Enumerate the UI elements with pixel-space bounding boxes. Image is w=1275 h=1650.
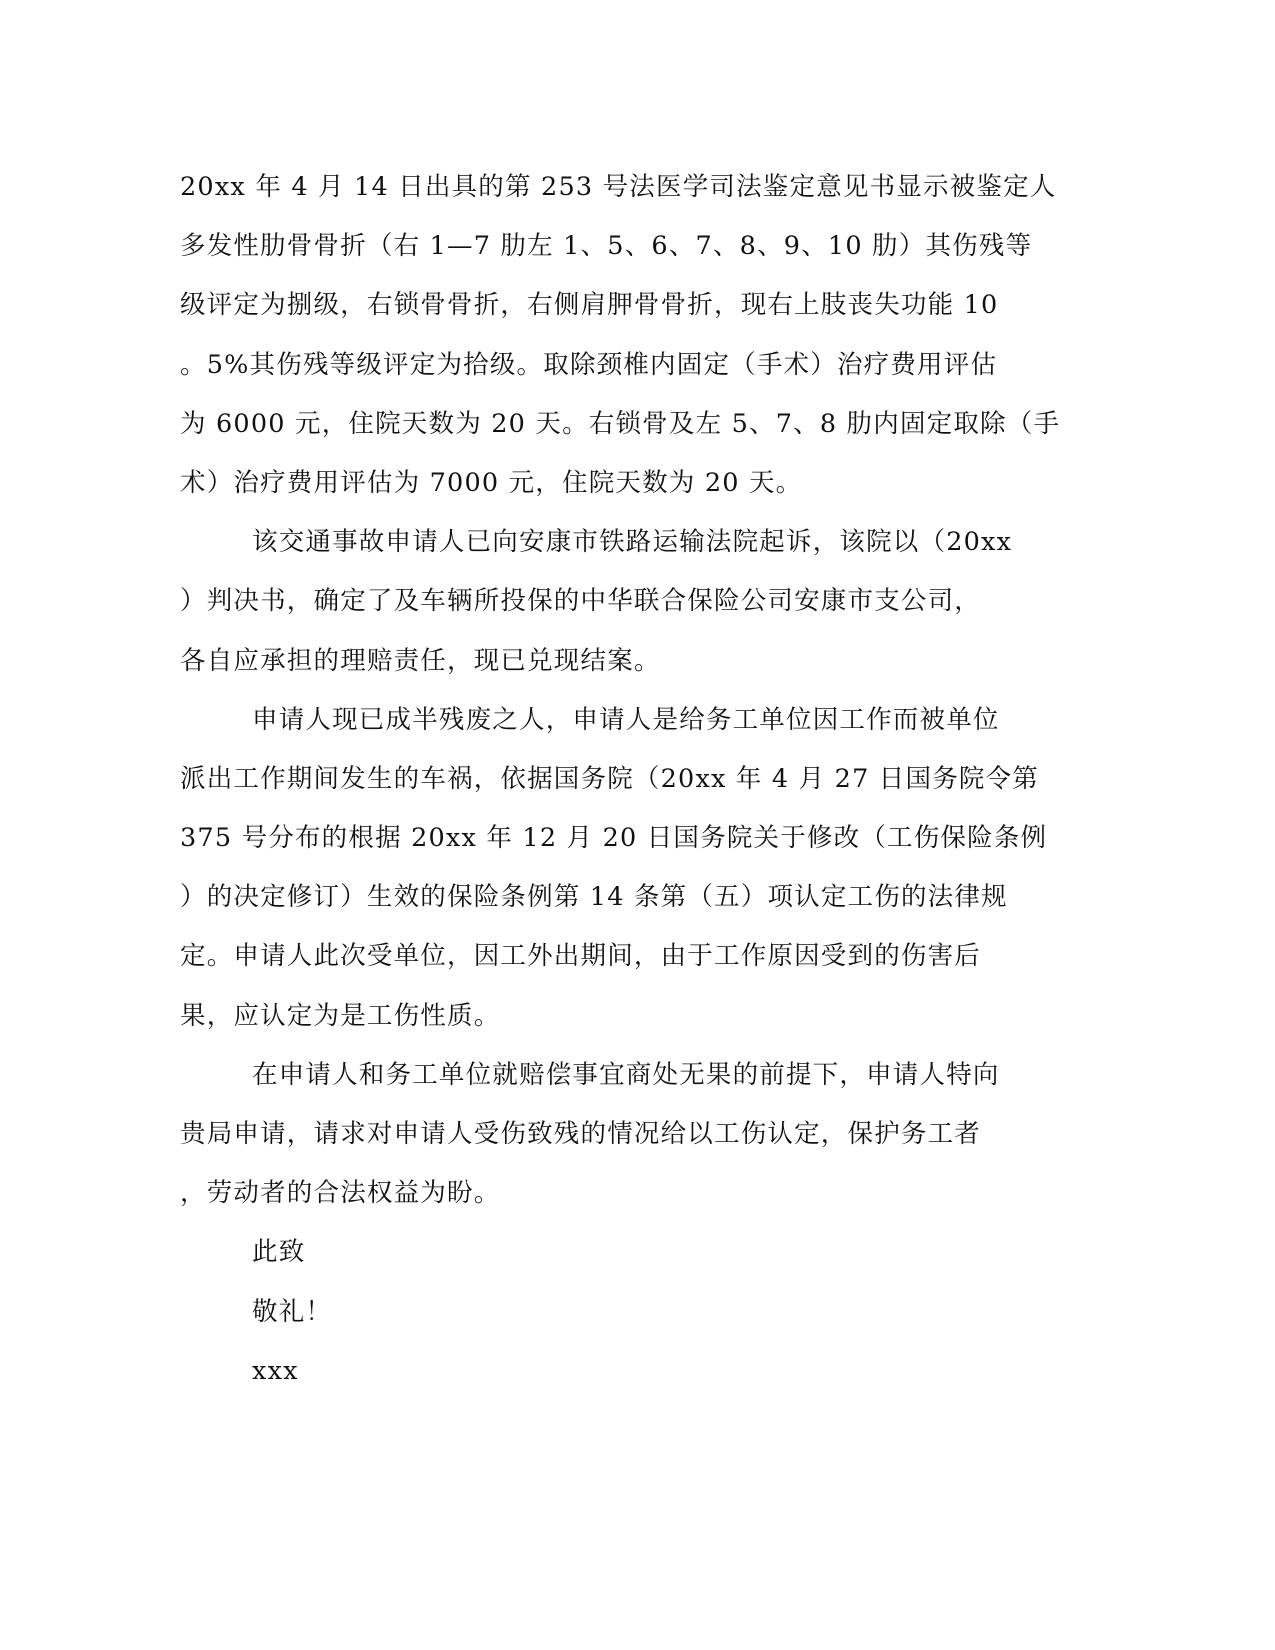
paragraph-3-line-3: 375 号分布的根据 20xx 年 12 月 20 日国务院关于修改（工伤保险条例: [180, 823, 1048, 854]
signature: xxx: [252, 1355, 299, 1386]
paragraph-1-line-5: 为 6000 元，住院天数为 20 天。右锁骨及左 5、7、8 肋内固定取除（手: [180, 408, 1061, 439]
paragraph-4-line-3: ，劳动者的合法权益为盼。: [180, 1178, 501, 1209]
paragraph-4-line-1: 在申请人和务工单位就赔偿事宜商处无果的前提下，申请人特向: [252, 1059, 1000, 1090]
paragraph-3-line-2: 派出工作期间发生的车祸，依据国务院（20xx 年 4 月 27 日国务院令第: [180, 763, 1040, 794]
paragraph-3-line-5: 定。申请人此次受单位，因工外出期间，由于工作原因受到的伤害后: [180, 941, 982, 972]
paragraph-2-line-2: ）判决书，确定了及车辆所投保的中华联合保险公司安康市支公司，: [180, 586, 982, 617]
paragraph-1-line-3: 级评定为捌级，右锁骨骨折，右侧肩胛骨骨折，现右上肢丧失功能 10: [180, 290, 999, 321]
paragraph-1-line-4: 。5%其伤残等级评定为拾级。取除颈椎内固定（手术）治疗费用评估: [180, 349, 998, 380]
letter-body: [180, 158, 1061, 1401]
paragraph-3-line-4: ）的决定修订）生效的保险条例第 14 条第（五）项认定工伤的法律规: [180, 882, 1008, 913]
paragraph-2-line-3: 各自应承担的理赔责任，现已兑现结案。: [180, 645, 661, 676]
paragraph-4-line-2: 贵局申请，请求对申请人受伤致残的情况给以工伤认定，保护务工者: [180, 1119, 982, 1149]
paragraph-2-line-1: 该交通事故申请人已向安康市铁路运输法院起诉，该院以（20xx: [252, 527, 1013, 558]
paragraph-3-line-1: 申请人现已成半残废之人，申请人是给务工单位因工作而被单位: [252, 704, 1000, 735]
paragraph-3-line-6: 果，应认定为是工伤性质。: [180, 1000, 501, 1031]
paragraph-1-line-1: 20xx 年 4 月 14 日出具的第 253 号法医学司法鉴定意见书显示被鉴定人: [180, 172, 1057, 202]
closing-respect: 敬礼！: [252, 1296, 333, 1327]
paragraph-1-line-2: 多发性肋骨骨折（右 1—7 肋左 1、5、6、7、8、9、10 肋）其伤残等: [180, 231, 1033, 262]
paragraph-1-line-6: 术）治疗费用评估为 7000 元，住院天数为 20 天。: [180, 467, 803, 498]
closing-salutation: 此致: [252, 1237, 306, 1268]
